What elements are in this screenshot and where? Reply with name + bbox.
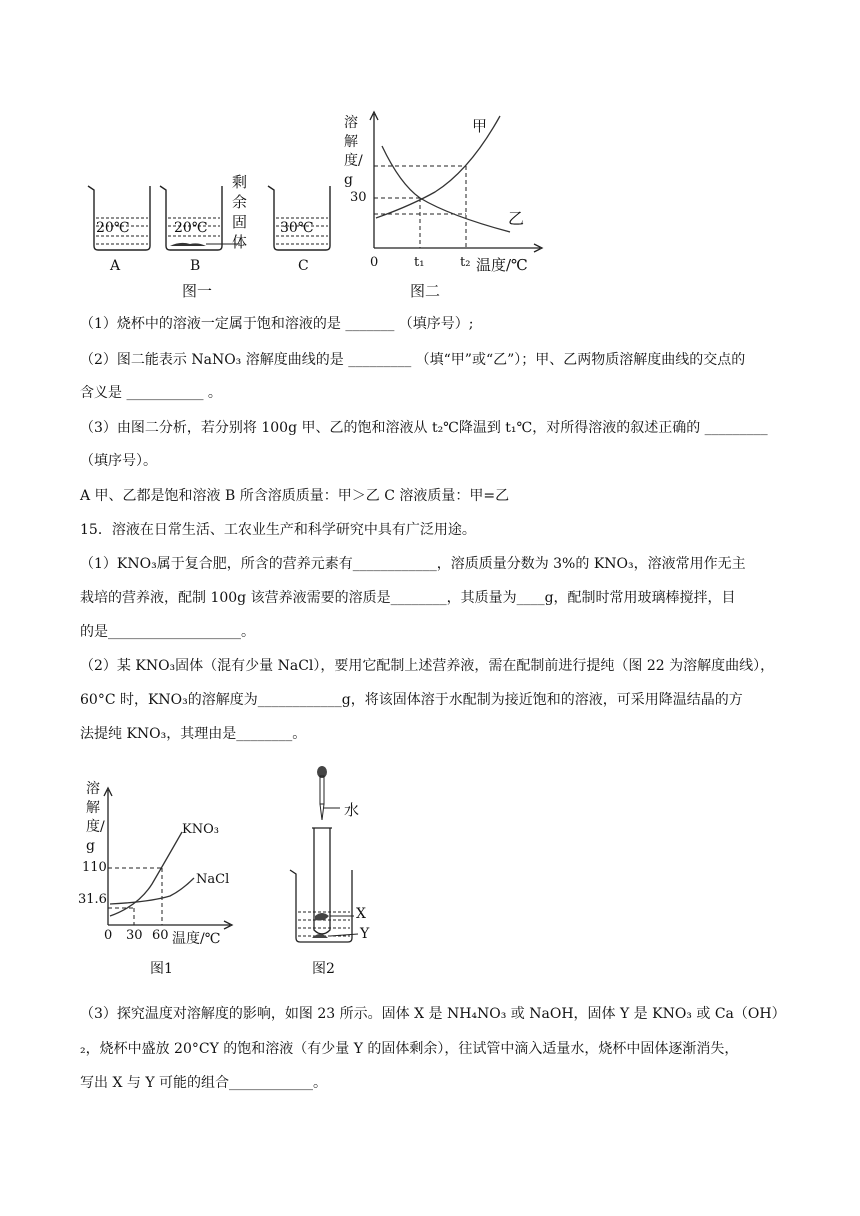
problem-15-3-line3: 写出 X 与 Y 可能的组合____________。 [80, 1075, 328, 1091]
figure-2b-apparatus [284, 762, 384, 948]
beaker-b-temp: 20℃ [174, 220, 208, 236]
residue-label: 剩余固体 [232, 173, 248, 251]
problem-15-1-line3: 的是___________________。 [80, 624, 255, 640]
figure2-y-tick: 30 [350, 190, 367, 205]
figure-1b-x-tick-30: 30 [126, 928, 143, 943]
figure-1b-tick-110: 110 [82, 860, 107, 875]
beaker-a [88, 186, 150, 250]
series-nacl-label: NaCl [196, 872, 230, 887]
beaker-a-temp: 20℃ [96, 220, 130, 236]
figure2-x-tick-t1: t₁ [414, 255, 425, 270]
series-kno3-label: KNO₃ [182, 822, 219, 837]
question-2-line1: （2）图二能表示 NaNO₃ 溶解度曲线的是 _________ （填“甲”或“乙”）；甲、乙两物质溶解度曲线的交点的 [80, 352, 746, 368]
beaker-a-label: A [110, 258, 121, 274]
figure2-y-label: 溶解度/g [344, 115, 363, 188]
water-label: 水 [344, 801, 360, 819]
problem-15-2-line1: （2）某 KNO₃固体（混有少量 NaCl），要用它配制上述营养液，需在配制前进行提纯（图 22 为溶解度曲线）， [80, 658, 775, 674]
problem-15-3-line2: ₂，烧杯中盛放 20°CY 的饱和溶液（有少量 Y 的固体剩余），往试管中滴入适量水，烧杯中固体逐渐消失， [80, 1041, 739, 1057]
figure-beakers [80, 170, 350, 310]
series-yi-label: 乙 [508, 209, 525, 228]
question-2-line2: 含义是 ___________ 。 [80, 385, 222, 401]
problem-15-1-line2: 栽培的营养液，配制 100g 该营养液需要的溶质是________，其质量为____g，配制时常用玻璃棒搅拌，目 [80, 590, 736, 606]
figure2-caption: 图二 [410, 282, 441, 300]
figure-1b-caption: 图1 [150, 961, 173, 977]
question-1: （1）烧杯中的溶液一定属于饱和溶液的是 _______ （填序号）; [80, 316, 474, 332]
figure2-x-label: 温度/℃ [476, 256, 528, 274]
problem-15-title: 15．溶液在日常生活、工农业生产和科学研究中具有广泛用途。 [80, 522, 476, 538]
x-label: X [356, 906, 366, 922]
figure2-x-tick-0: 0 [370, 255, 379, 270]
curve-yi [382, 146, 510, 232]
figure-1b-chart [90, 780, 240, 940]
beaker-c-temp: 30℃ [280, 220, 314, 236]
problem-15-3-line1: （3）探究温度对溶解度的影响，如图 23 所示。固体 X 是 NH₄NO₃ 或 NaOH，固体 Y 是 KNO₃ 或 Ca（OH） [80, 1006, 786, 1022]
beaker-b [160, 186, 240, 250]
figure-1b-x-tick-60: 60 [152, 928, 169, 943]
problem-15-1-line1: （1）KNO₃属于复合肥，所含的营养元素有____________，溶质质量分数为 3%的 KNO₃，溶液常用作无主 [80, 556, 746, 572]
question-3-line1: （3）由图二分析，若分别将 100g 甲、乙的饱和溶液从 t₂℃降温到 t₁℃，对所得溶液的叙述正确的 _________ [80, 420, 768, 436]
question-3-options: A 甲、乙都是饱和溶液 B 所含溶质质量：甲＞乙 C 溶液质量：甲=乙 [80, 488, 510, 504]
series-jia-label: 甲 [472, 117, 488, 135]
y-label: Y [360, 926, 370, 942]
figure2-x-tick-t2: t₂ [460, 255, 471, 270]
figure-2b-caption: 图2 [312, 961, 335, 977]
beaker-c-label: C [298, 258, 309, 274]
curve-nacl [110, 878, 194, 904]
figure1-caption: 图一 [182, 282, 213, 300]
question-3-line2: （填序号）。 [80, 453, 157, 469]
figure-1b-y-label: 溶解度/g [86, 781, 105, 854]
beaker-c [268, 186, 330, 250]
beaker-b-label: B [190, 258, 201, 274]
problem-15-2-line3: 法提纯 KNO₃，其理由是________。 [80, 726, 307, 742]
figure-1b-x-label: 温度/℃ [172, 931, 221, 947]
figure2-chart [340, 108, 550, 276]
figure-1b-tick-31-6: 31.6 [78, 892, 107, 907]
problem-15-2-line2: 60°C 时，KNO₃的溶解度为____________g，将该固体溶于水配制为接近饱和的溶液，可采用降温结晶的方 [80, 692, 743, 708]
figure-1b-x-tick-0: 0 [104, 928, 113, 943]
